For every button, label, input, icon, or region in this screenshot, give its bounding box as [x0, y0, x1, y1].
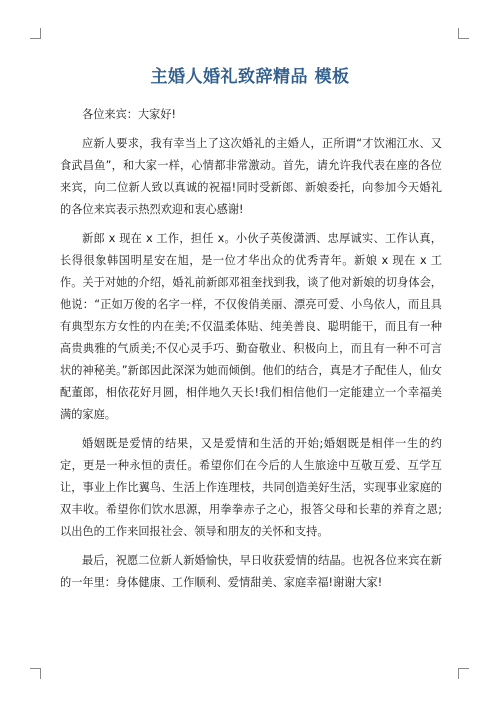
crop-mark-bottom-left — [30, 668, 41, 679]
body-paragraph: 应新人要求，我有幸当上了这次婚礼的主婚人，正所谓“才饮湘江水、又食武昌鱼”，和大家一样，心情都非常激动。首先，请允许我代表在座的各位来宾，向二位新人致以真诚的祝福!同时受新郎、新娘委托，向参加今天婚礼的各位来宾表示热烈欢迎和衷心感谢! — [60, 137, 442, 216]
closing-paragraph: 最后，祝愿二位新人新婚愉快，早日收获爱情的结晶。也祝各位来宾在新的一年里：身体健康、工作顺利、爱情甜美、家庭幸福!谢谢大家! — [60, 554, 442, 589]
crop-mark-top-right — [458, 28, 469, 39]
crop-mark-bottom-right — [458, 668, 469, 679]
body-paragraph: 新郎 x 现在 x 工作，担任 x。小伙子英俊潇洒、忠厚诚实、工作认真，长得很象韩国明星安在旭，是一位才华出众的优秀青年。新娘 x 现在 x 工作。关于对她的介绍，婚礼前新郎邓祖奎找到我，谈了他对新娘的切身体会，他说：“正如万俊的名字一样，不仅俊俏美丽、漂亮可爱、小鸟依人，而且具有典型东方女性的内在美;不仅温柔体贴、纯美善良、聪明能干，而且有一种高贵典雅的气质美;不仅心灵手巧、勤奋敬业、积极向上，而且有一种不可言状的神秘美。”新郎因此深深为她而倾倒。他们的结合，真是才子配佳人，仙女配董郎，相依花好月圆，相伴地久天长!我们相信他们一定能建立一个幸福美满的家庭。 — [60, 232, 442, 421]
document-body — [60, 104, 442, 601]
body-paragraph: 婚姻既是爱情的结果，又是爱情和生活的开始;婚姻既是相伴一生的约定，更是一种永恒的责任。希望你们在今后的人生旅途中互敬互爱、互学互让，事业上作比翼鸟、生活上作连理枝，共同创造美好生活，实现事业家庭的双丰收。希望你们饮水思源，用拳拳赤子之心，报答父母和长辈的养育之恩;以出色的工作来回报社会、领导和朋友的关怀和支持。 — [60, 437, 442, 538]
crop-mark-top-left — [30, 28, 41, 39]
document-title: 主婚人婚礼致辞精品 模板 — [150, 67, 350, 87]
greeting-paragraph: 各位来宾：大家好! — [82, 108, 176, 121]
